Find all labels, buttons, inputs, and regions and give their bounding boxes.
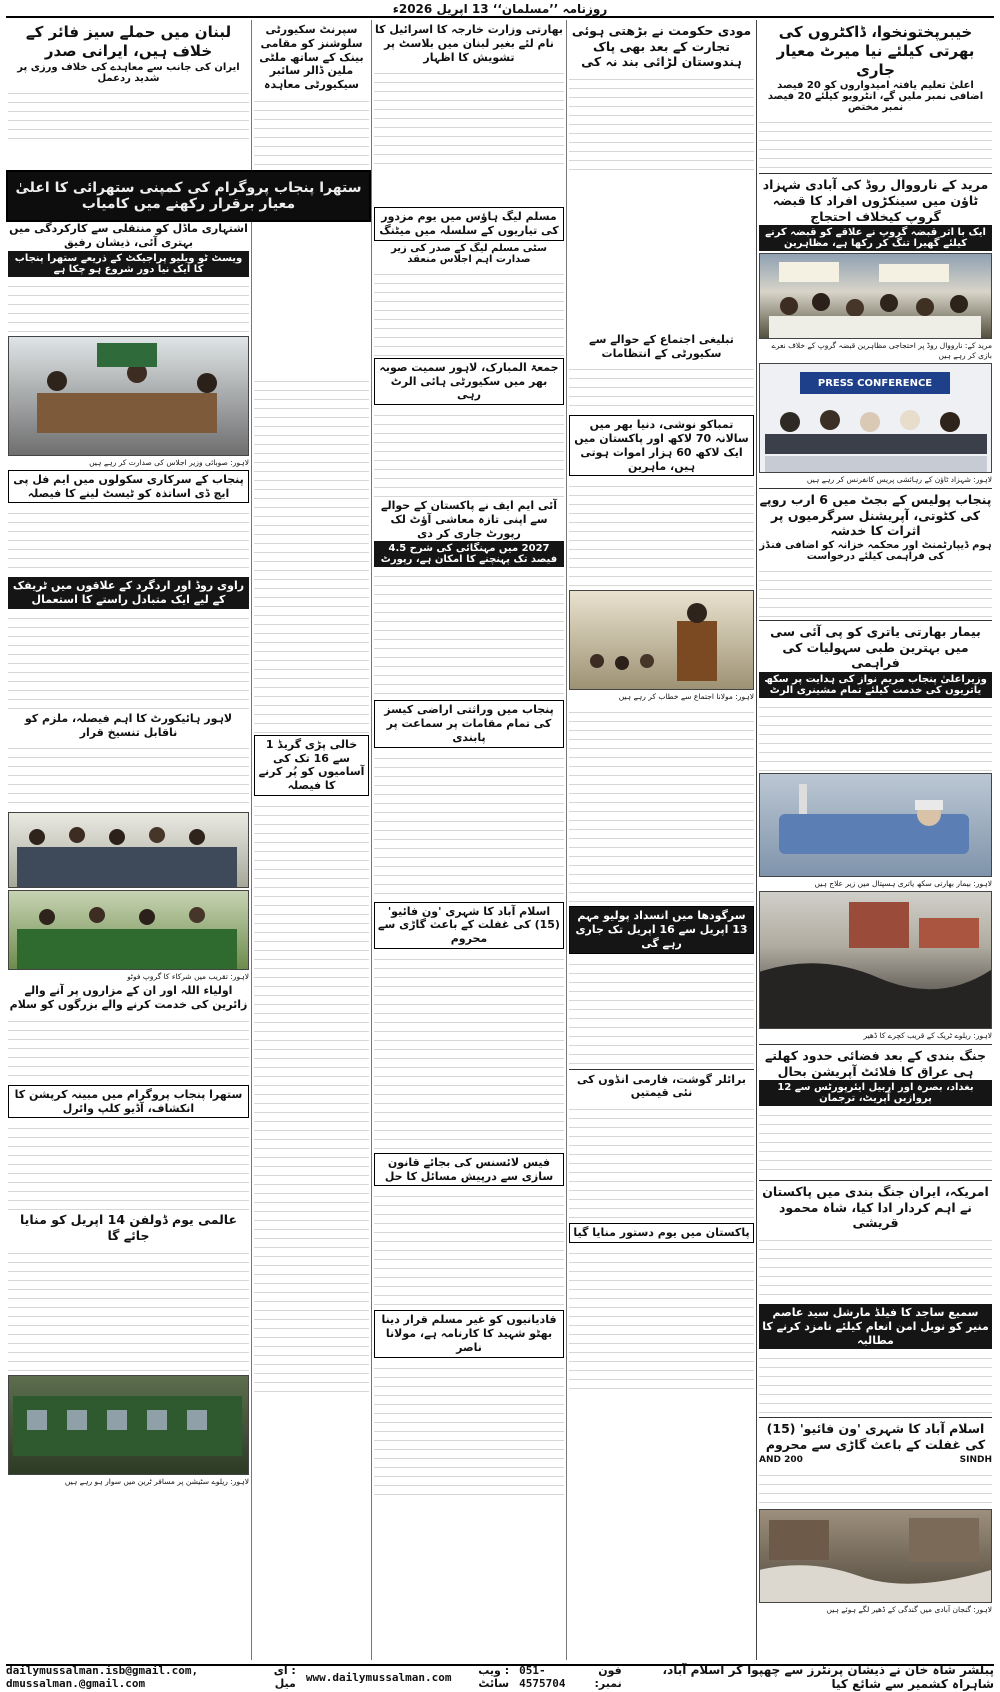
photo-caption: لاہور: صوبائی وزیر اجلاس کی صدارت کر رہے ہیں	[89, 457, 249, 467]
headline: برائلر گوشت، فارمی انڈوں کی نئی قیمتیں	[576, 1072, 747, 1100]
press-conference-photo	[759, 363, 992, 473]
article-body	[254, 93, 369, 173]
newspaper-page	[6, 20, 994, 1660]
article-body	[254, 373, 369, 733]
hospital-photo-art	[759, 774, 991, 877]
headline-box: قادیانیوں کو غیر مسلم قرار دینا بھٹو شہید کا کارنامہ ہے، مولانا ناصر	[374, 1310, 564, 1357]
divider	[759, 173, 992, 174]
column-4	[251, 20, 371, 1660]
article-body	[374, 1360, 564, 1500]
headline: عالمی یوم ڈولفن 14 اپریل کو منایا جائے گا	[19, 1212, 238, 1243]
subheadline: وزیراعلیٰ پنجاب مریم نواز کی ہدایت پر سکھ یاتریوں کی خدمت کیلئے تمام مشینری الرٹ	[759, 672, 992, 698]
headline-box: سرگودھا میں انسداد پولیو مہم 13 اپریل سے 16 اپریل تک جاری رہے گی	[569, 906, 754, 953]
subheadline: اعلیٰ تعلیم یافتہ امیدواروں کو 20 فیصد اضافی نمبر ملیں گے، انٹرویو کیلئے 20 فیصد نمبر مختص	[767, 80, 984, 114]
article-body	[569, 1245, 754, 1395]
article-body	[374, 1188, 564, 1308]
headline-box: مسلم لیگ ہاؤس میں یوم مزدور کی تیاریوں کے سلسلہ میں میٹنگ	[374, 207, 564, 241]
subheadline: بغداد، بصرہ اور اربیل ایئرپورٹس سے 12 پروازیں آپریٹ، ترجمان	[759, 1080, 992, 1106]
headline: سپرنٹ سکیورٹی سلوشنز کو مقامی بینک کے ساتھ ملٹی ملین ڈالر سائبر سیکیورٹی معاہدہ	[259, 23, 364, 91]
subheadline: ایک با اثر قبضہ گروپ نے علاقے کو قبضہ کرنے کیلئے گھیرا تنگ کر رکھا ہے، مظاہرین	[759, 225, 992, 251]
headline: لبنان میں حملے سیز فائر کے خلاف ہیں، ایرانی صدر	[25, 23, 232, 60]
article-body	[8, 85, 249, 145]
subheadline: سٹی مسلم لیگ کے صدر کی زیر صدارت اہم اجلاس منعقد	[391, 242, 547, 265]
divider	[759, 488, 992, 489]
headline: تبلیغی اجتماع کے حوالے سے سکیورٹی کے انتظامات	[589, 332, 734, 360]
article-body	[8, 505, 249, 575]
press-conference-art	[760, 364, 992, 473]
email-link[interactable]: dailymussalman.isb@gmail.com, dmussalman.@gmail.com	[6, 1664, 199, 1690]
subheadline: ایران کی جانب سے معاہدے کی خلاف ورزی پر شدید ردعمل	[17, 61, 240, 84]
article-body	[374, 951, 564, 1151]
article-body	[759, 563, 992, 617]
phone-number: 051-4575704	[519, 1664, 566, 1690]
article-body	[254, 798, 369, 1398]
headline-box: پاکستان میں یوم دستور منایا گیا	[569, 1223, 754, 1243]
headline-box: تمباکو نوشی، دنیا بھر میں سالانہ 70 لاکھ اور پاکستان میں ایک لاکھ 60 ہزار اموات ہوتی ہیں، ماہرین	[569, 415, 754, 476]
article-body	[8, 610, 249, 710]
article-body	[569, 1101, 754, 1221]
group-photo-top-art	[8, 813, 248, 888]
subheadline: 2027 میں مہنگائی کی شرح 4.5 فیصد تک پہنچنے کا امکان ہے، رپورٹ	[374, 541, 564, 567]
article-body	[569, 704, 754, 904]
slum-photo	[759, 1509, 992, 1603]
column-2	[566, 20, 756, 1660]
subheadline: ویسٹ ٹو ویلیو پراجیکٹ کے ذریعے ستھرا پنجاب کا ایک نیا دور شروع ہو چکا ہے	[8, 251, 249, 277]
headline: بیمار بھارتی یاتری کو پی آئی سی میں بہترین طبی سہولیات کی فراہمی	[770, 624, 981, 671]
article-body	[374, 407, 564, 497]
protest-photo-art	[759, 254, 991, 339]
headline: مرید کے نارووال روڈ کی آبادی شہزاد ٹاؤن میں سینکڑوں افراد کا قبضہ گروپ کیخلاف احتجاج	[762, 177, 989, 224]
article-body	[759, 1467, 992, 1507]
headline-box: فیس لائسنس کی بجائے قانون سازی سے درپیش مسائل کا حل	[374, 1153, 564, 1187]
headline: بھارتی وزارت خارجہ کا اسرائیل کا نام لئے بغیر لبنان میں بلاسٹ پر تشویش کا اظہار	[374, 23, 564, 64]
headline-box: خالی پڑی گریڈ 1 سے 16 تک کی آسامیوں کو پُر کرنے کا فیصلہ	[254, 735, 369, 796]
article-body	[374, 750, 564, 900]
photo-caption: لاہور: ریلوے سٹیشن پر مسافر ٹرین میں سوار ہو رہے ہیں	[64, 1476, 249, 1486]
footer	[6, 1663, 994, 1691]
photo-caption: مرید کے: نارووال روڈ پر احتجاجی مظاہرین قبضہ گروپ کے خلاف نعرے بازی کر رہے ہیں	[771, 341, 992, 361]
photo-caption: لاہور: ریلوے ٹریک کے قریب کچرے کا ڈھیر	[863, 1030, 992, 1040]
slum-photo-art	[759, 1510, 991, 1603]
photo-caption: لاہور: مولانا اجتماع سے خطاب کر رہے ہیں	[618, 692, 754, 702]
masthead	[6, 2, 994, 18]
gathering-photo-art	[569, 591, 753, 690]
article-body	[759, 1350, 992, 1414]
article-body	[759, 114, 992, 170]
group-photo-top	[8, 812, 249, 888]
divider	[759, 1180, 992, 1181]
article-body	[8, 278, 249, 334]
article-body	[569, 361, 754, 413]
headline: اسلام آباد کا شہری 'ون فائیو' (15) کی غفلت کے باعث گاڑی سے محروم	[765, 1421, 986, 1452]
spacer	[569, 171, 754, 331]
article-body	[374, 568, 564, 698]
headline-box: پنجاب میں وراثتی اراضی کیسز کی تمام مقامات پر سماعت پر پابندی	[374, 700, 564, 747]
article-body	[8, 740, 249, 810]
hospital-photo	[759, 773, 992, 877]
headline: جنگ بندی کے بعد فضائی حدود کھلتے ہی عراق کا فلائٹ آپریشن بحال	[764, 1047, 987, 1079]
article-body	[8, 1120, 249, 1210]
headline: راوی روڈ اور اردگرد کے علاقوں میں ٹریفک کے لیے ایک متبادل راستے کا استعمال	[8, 577, 249, 609]
article-body	[8, 1245, 249, 1373]
photo-caption: لاہور: تقریب میں شرکاء کا گروپ فوٹو	[127, 972, 249, 982]
sindh-text: SINDH	[959, 1454, 992, 1465]
right-column	[756, 20, 994, 1660]
photo-caption: لاہور: بیمار بھارتی سکھ یاتری ہسپتال میں زیر علاج ہیں	[814, 878, 992, 888]
headline: پنجاب پولیس کے بجٹ میں 6 ارب روپے کی کٹوتی، آپریشنل سرگرمیوں پر اثرات کا خدشہ	[759, 492, 992, 539]
train-photo	[8, 1375, 249, 1475]
article-body	[569, 71, 754, 171]
article-body	[759, 1232, 992, 1302]
article-body	[374, 65, 564, 165]
feature-banner	[6, 170, 371, 222]
inline-ltr-text	[759, 1455, 992, 1465]
headline: اشتہاری ماڈل کو منتقلی سے کارکردگی میں بہتری آئی، ذیشان رفیق	[9, 222, 248, 249]
masthead-title: روزنامہ ’’مسلمان‘‘ 13 اپریل 2026ء	[392, 2, 608, 16]
photo-caption: لاہور: شہزاد ٹاؤن کے رہائشی پریس کانفرنس کر رہے ہیں	[806, 475, 992, 485]
photo-caption: لاہور: گنجان آبادی میں گندگی کے ڈھیر لگے ہوئے ہیں	[826, 1604, 992, 1614]
train-photo-art	[8, 1376, 248, 1475]
phone-label: فون نمبر:	[594, 1664, 622, 1690]
website-label: : ویب سائٹ	[478, 1664, 510, 1690]
feature-banner-text: ستھرا پنجاب پروگرام کی کمپنی ستھرائی کا اعلیٰ معیار برقرار رکھنے میں کامیاب	[15, 180, 362, 212]
headline: امریکہ، ایران جنگ بندی میں پاکستان نے اہم کردار ادا کیا، شاہ محمود قریشی	[762, 1184, 989, 1231]
headline: مودی حکومت نے بڑھتی ہوئی تجارت کے بعد بھی پاک ہندوستان لڑائی بند نہ کی	[571, 23, 752, 70]
headline: اولیاء اللہ اور ان کے مزاروں پر آنے والے زائرین کی خدمت کرنے والے بزرگوں کو سلام	[9, 984, 248, 1011]
article-body	[374, 266, 564, 356]
divider	[759, 1044, 992, 1045]
press-conference-banner: PRESS CONFERENCE	[800, 372, 950, 394]
garbage-photo-art	[759, 892, 991, 1029]
article-body	[759, 1107, 992, 1177]
website-link[interactable]: www.dailymussalman.com	[305, 1670, 452, 1684]
divider	[759, 620, 992, 621]
article-body	[8, 1013, 249, 1083]
meeting-photo-art	[8, 337, 248, 456]
meeting-photo	[8, 336, 249, 456]
group-photo-bottom-art	[8, 891, 248, 970]
garbage-photo	[759, 891, 992, 1029]
headline-box: ستھرا پنجاب پروگرام میں مبینہ کرپشن کا انکشاف، آڈیو کلپ وائرل	[8, 1085, 249, 1119]
left-column	[6, 20, 251, 1660]
article-body	[569, 478, 754, 588]
digits-text: AND 200	[759, 1454, 803, 1465]
article-body	[759, 699, 992, 771]
divider	[759, 1417, 992, 1418]
headline-box: اسلام آباد کا شہری 'ون فائیو' (15) کی غفلت کے باعث گاڑی سے محروم	[374, 902, 564, 949]
column-3	[371, 20, 566, 1660]
group-photo-bottom	[8, 890, 249, 970]
spacer	[374, 165, 564, 205]
headline: سمیع ساجد کا فیلڈ مارشل سید عاصم منیر کو نوبل امن انعام کیلئے نامزد کرنے کا مطالبہ	[759, 1304, 992, 1349]
gathering-photo	[569, 590, 754, 690]
divider	[569, 1069, 754, 1070]
headline-box: جمعۃ المبارک، لاہور سمیت صوبہ بھر میں سکیورٹی ہائی الرٹ رہی	[374, 358, 564, 405]
headline: لاہور ہائیکورٹ کا اہم فیصلہ، ملزم کو ناقابل تنسیخ قرار	[24, 711, 233, 739]
article-body	[569, 956, 754, 1066]
headline: آئی ایم ایف نے پاکستان کے حوالے سے اپنی تازہ معاشی آؤٹ لک رپورٹ جاری کر دی	[381, 499, 557, 540]
protest-photo	[759, 253, 992, 339]
headline: خیبرپختونخوا، ڈاکٹروں کی بھرتی کیلئے نیا میرٹ معیار جاری	[776, 23, 975, 79]
publisher-line: پبلشر شاہ خان نے ذیشان پرنٹرز سے چھپوا کر اسلام آباد، شاہراہ کشمیر سے شائع کیا	[662, 1663, 994, 1691]
email-label: : ای میل	[273, 1664, 296, 1690]
subheadline: ہوم ڈیپارٹمنٹ اور محکمہ خزانہ کو اضافی فنڈز کی فراہمی کیلئے درخواست	[759, 540, 992, 562]
headline-box: پنجاب کے سرکاری سکولوں میں ایم فل پی ایچ ڈی اساتذہ کو ٹیسٹ لینے کا فیصلہ	[8, 470, 249, 504]
